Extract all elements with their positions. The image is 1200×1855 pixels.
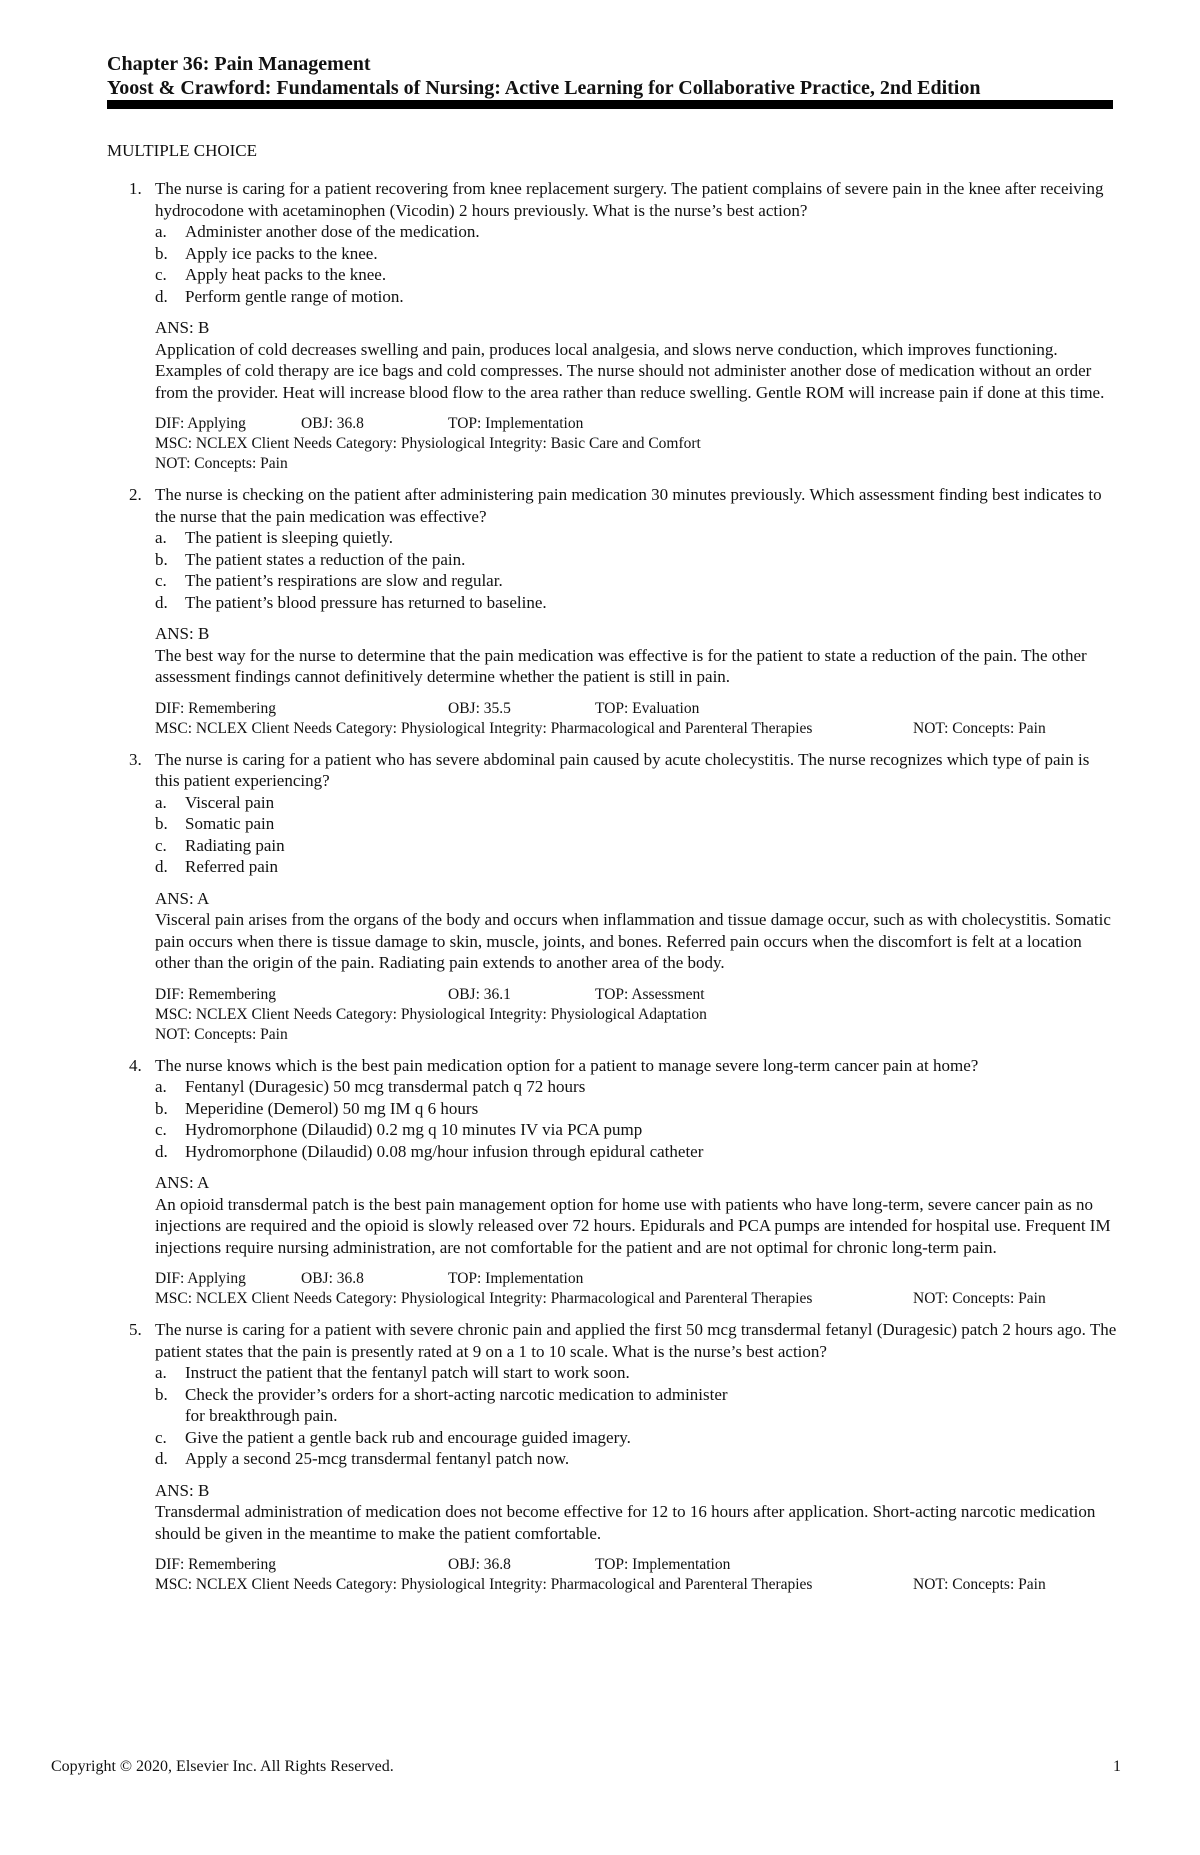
topic: TOP: Evaluation (595, 699, 700, 717)
answer-option (155, 856, 1117, 878)
answer-option (155, 813, 1117, 835)
question-stem: The nurse is caring for a patient recovering from knee replacement surgery. The patient complains of severe pain in the knee after receiving hydrocodone with acetaminophen (Vicodin) 2 hours previously. What is the nurse’s best action? (155, 179, 1104, 220)
option-letter: b. (155, 243, 168, 263)
answer-option (155, 1427, 1117, 1449)
topic: TOP: Implementation (595, 1556, 731, 1573)
question-number: 2. (129, 485, 142, 504)
copyright-notice: Copyright © 2020, Elsevier Inc. All Rights Reserved. (51, 1758, 394, 1775)
answer-option (155, 264, 1117, 286)
option-letter: b. (155, 549, 168, 569)
answer-option (155, 1076, 1117, 1098)
option-letter: c. (155, 571, 167, 590)
objective: OBJ: 36.8 (301, 415, 364, 432)
option-letter: c. (155, 1120, 167, 1139)
question-metadata (155, 1555, 1117, 1595)
msc-category: MSC: NCLEX Client Needs Category: Physiological Integrity: Physiological Adaptation (155, 1005, 707, 1023)
question-stem: The nurse is caring for a patient who has severe abdominal pain caused by acute cholecystitis. The nurse recognizes which type of pain is this patient experiencing? (155, 749, 1090, 790)
option-letter: d. (155, 1141, 168, 1161)
difficulty: DIF: Remembering (155, 1556, 276, 1573)
option-text: Visceral pain (185, 792, 275, 812)
answer-option (155, 835, 1117, 857)
question-stem: The nurse is caring for a patient with severe chronic pain and applied the first 50 mcg transdermal fetanyl (Duragesic) patch 2 hours ago. The patient states that the pain is presently rated at 9 on a 1 to 10 scale. What is the nurse’s best action? (155, 1320, 1117, 1361)
option-letter: a. (155, 528, 167, 547)
objective: OBJ: 36.8 (301, 1270, 364, 1287)
question-number: 5. (129, 1320, 142, 1339)
answer-option (155, 549, 1117, 571)
option-text: Hydromorphone (Dilaudid) 0.2 mg q 10 minutes IV via PCA pump (185, 1120, 643, 1139)
option-text: Give the patient a gentle back rub and encourage guided imagery. (185, 1427, 631, 1447)
option-text: Fentanyl (Duragesic) 50 mcg transdermal patch q 72 hours (185, 1077, 586, 1096)
option-letter: b. (155, 814, 168, 833)
answer-options (155, 527, 1117, 613)
question-stem: The nurse knows which is the best pain medication option for a patient to manage severe long-term cancer pain at home? (155, 1055, 979, 1075)
msc-category: MSC: NCLEX Client Needs Category: Physiological Integrity: Basic Care and Comfort (155, 435, 701, 452)
msc-category: MSC: NCLEX Client Needs Category: Physiological Integrity: Pharmacological and Parenteral Therapies (155, 719, 813, 737)
option-letter: c. (155, 265, 167, 284)
topic: TOP: Assessment (595, 985, 705, 1003)
option-text: Somatic pain (185, 814, 275, 833)
option-letter: a. (155, 1363, 167, 1382)
question-number: 4. (129, 1055, 142, 1075)
answer-key: ANS: B (155, 1480, 210, 1500)
question-item (107, 1055, 1117, 1310)
answer-option (155, 1119, 1117, 1141)
option-text: Check the provider’s orders for a short-acting narcotic medication to administer for breakthrough pain. (185, 1384, 728, 1425)
answer-options (155, 1362, 1117, 1470)
section-title: MULTIPLE CHOICE (107, 141, 258, 160)
answer-key: ANS: B (155, 318, 210, 337)
option-text: Hydromorphone (Dilaudid) 0.08 mg/hour infusion through epidural catheter (185, 1141, 704, 1161)
answer-option (155, 1141, 1117, 1163)
difficulty: DIF: Remembering (155, 985, 276, 1003)
question-item (107, 484, 1117, 739)
answer-option (155, 221, 1117, 243)
concepts-note: NOT: Concepts: Pain (155, 1025, 288, 1043)
answer-option (155, 792, 1117, 814)
option-letter: c. (155, 1427, 167, 1447)
option-text: Meperidine (Demerol) 50 mg IM q 6 hours (185, 1098, 479, 1118)
option-letter: a. (155, 1077, 167, 1096)
option-text: Administer another dose of the medication. (185, 222, 480, 241)
rationale: Visceral pain arises from the organs of the body and occurs when inflammation and tissue damage occur, such as with cholecystitis. Somatic pain occurs when there is tissue damage to skin, muscle, joints, and bones. Referred pain occurs when the discomfort is felt at a location other than the origin of the pain. Radiating pain extends to another area of the body. (155, 910, 1111, 972)
question-metadata (155, 1269, 1117, 1309)
option-letter: d. (155, 592, 168, 612)
option-letter: a. (155, 792, 167, 812)
msc-category: MSC: NCLEX Client Needs Category: Physiological Integrity: Pharmacological and Parenteral Therapies (155, 1576, 813, 1593)
question-list (107, 178, 1117, 1605)
question-metadata (155, 414, 1117, 474)
answer-option (155, 286, 1117, 308)
option-text: The patient’s blood pressure has returned to baseline. (185, 592, 547, 612)
option-text: The patient is sleeping quietly. (185, 528, 394, 547)
question-item (107, 749, 1117, 1045)
topic: TOP: Implementation (448, 1270, 584, 1287)
answer-options (155, 792, 1117, 878)
question-metadata (155, 699, 1117, 739)
option-text: Apply a second 25-mcg transdermal fentanyl patch now. (185, 1449, 570, 1468)
page-number: 1 (1113, 1758, 1121, 1775)
header-rule (107, 100, 1113, 109)
option-text: Radiating pain (185, 835, 285, 855)
option-letter: a. (155, 222, 167, 241)
option-letter: b. (155, 1384, 168, 1404)
option-text: Perform gentle range of motion. (185, 286, 404, 306)
answer-key: ANS: B (155, 624, 210, 643)
concepts-note: NOT: Concepts: Pain (155, 455, 288, 472)
answer-option (155, 592, 1117, 614)
chapter-title: Chapter 36: Pain Management (107, 53, 371, 75)
book-title: Yoost & Crawford: Fundamentals of Nursing: Active Learning for Collaborative Practice, 2nd Edition (107, 77, 981, 99)
answer-option (155, 527, 1117, 549)
option-letter: b. (155, 1098, 168, 1118)
page-header (107, 52, 1112, 100)
question-item (107, 1319, 1117, 1595)
concepts-note: NOT: Concepts: Pain (913, 719, 1046, 737)
question-number: 3. (129, 749, 142, 769)
answer-options (155, 1076, 1117, 1162)
answer-option (155, 1362, 1117, 1384)
answer-options (155, 221, 1117, 307)
rationale: Application of cold decreases swelling and pain, produces local analgesia, and slows nerve conduction, which improves functioning. Examples of cold therapy are ice bags and cold compresses. The nurse should not administer another dose of medication without an order from the provider. Heat will increase blood flow to the area rather than reduce swelling. Gentle ROM will increase pain if done at this time. (155, 339, 1105, 402)
difficulty: DIF: Applying (155, 415, 246, 432)
option-letter: d. (155, 286, 168, 306)
rationale: An opioid transdermal patch is the best pain management option for home use with patients who have long-term, severe cancer pain as no injections are required and the opioid is slowly released over 72 hours. Epidurals and PCA pumps are intended for hospital use. Frequent IM injections require nursing administration, are not comfortable for the patient and are not optimal for chronic long-term pain. (155, 1194, 1111, 1257)
option-letter: d. (155, 1449, 168, 1468)
concepts-note: NOT: Concepts: Pain (913, 1290, 1046, 1307)
answer-key: ANS: A (155, 1173, 210, 1192)
question-metadata (155, 985, 1117, 1045)
rationale: Transdermal administration of medication does not become effective for 12 to 16 hours after application. Short-acting narcotic medication should be given in the meantime to make the patient comfortable. (155, 1502, 1096, 1543)
option-text: The patient’s respirations are slow and regular. (185, 571, 503, 590)
question-stem: The nurse is checking on the patient after administering pain medication 30 minutes previously. Which assessment finding best indicates to the nurse that the pain medication was effective? (155, 485, 1102, 526)
option-text: Referred pain (185, 857, 278, 876)
topic: TOP: Implementation (448, 415, 584, 432)
difficulty: DIF: Remembering (155, 699, 276, 717)
answer-option (155, 1098, 1117, 1120)
answer-option (155, 1384, 745, 1427)
objective: OBJ: 35.5 (448, 699, 511, 717)
option-text: Apply heat packs to the knee. (185, 265, 387, 284)
answer-option (155, 570, 1117, 592)
difficulty: DIF: Applying (155, 1270, 246, 1287)
answer-option (155, 1448, 1117, 1470)
option-text: The patient states a reduction of the pain. (185, 549, 466, 569)
question-item (107, 178, 1117, 474)
option-letter: d. (155, 857, 168, 876)
answer-key: ANS: A (155, 888, 210, 908)
option-letter: c. (155, 835, 167, 855)
question-number: 1. (129, 179, 142, 198)
msc-category: MSC: NCLEX Client Needs Category: Physiological Integrity: Pharmacological and Parenteral Therapies (155, 1290, 813, 1307)
objective: OBJ: 36.1 (448, 985, 511, 1003)
option-text: Apply ice packs to the knee. (185, 243, 378, 263)
answer-option (155, 243, 1117, 265)
objective: OBJ: 36.8 (448, 1556, 511, 1573)
rationale: The best way for the nurse to determine that the pain medication was effective is for the patient to state a reduction of the pain. The other assessment findings cannot definitively determine whether the patient is still in pain. (155, 645, 1087, 686)
concepts-note: NOT: Concepts: Pain (913, 1576, 1046, 1593)
option-text: Instruct the patient that the fentanyl patch will start to work soon. (185, 1363, 630, 1382)
